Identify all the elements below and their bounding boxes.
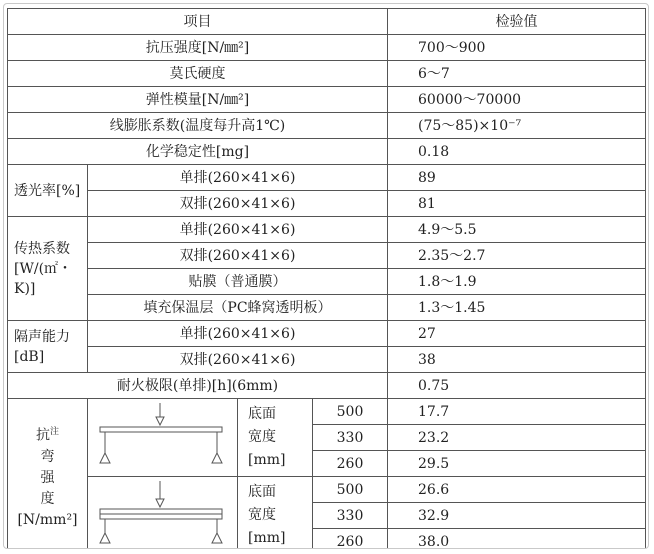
row-sublabel: 双排(260×41×6) <box>88 191 388 217</box>
table-row <box>8 477 646 503</box>
row-sublabel: 填充保温层（PC蜂窝透明板） <box>88 295 388 321</box>
table-row <box>8 35 646 61</box>
row-sublabel: 贴膜（普通膜） <box>88 269 388 295</box>
table-row <box>8 87 646 113</box>
row-label: 化学稳定性[mg] <box>8 139 388 165</box>
bending-value: 23.2 <box>388 425 646 451</box>
row-value: 1.3～1.45 <box>388 295 646 321</box>
row-sublabel: 单排(260×41×6) <box>88 165 388 191</box>
sound-label: 隔声能力[dB] <box>8 321 88 373</box>
fire-value: 0.75 <box>388 373 646 399</box>
transmittance-label: 透光率[%] <box>8 165 88 217</box>
row-label: 弹性模量[N/㎜²] <box>8 87 388 113</box>
heat-label-line2: [W/(㎡・K)] <box>14 260 73 297</box>
bending-value: 38.0 <box>388 529 646 550</box>
row-value: 81 <box>388 191 646 217</box>
table-row <box>8 399 646 425</box>
table-row <box>8 295 646 321</box>
header-item: 项目 <box>8 9 388 35</box>
row-value: (75～85)×10⁻⁷ <box>388 113 646 139</box>
table-header-row <box>8 9 646 35</box>
row-value: 700～900 <box>388 35 646 61</box>
width-label-single: 底面 宽度 [mm] <box>238 399 313 477</box>
row-label: 线膨胀系数(温度每升高1℃) <box>8 113 388 139</box>
heat-label-line1: 传热系数 <box>14 240 70 257</box>
table-row <box>8 347 646 373</box>
table-row <box>8 165 646 191</box>
properties-table <box>7 8 646 549</box>
row-value: 6～7 <box>388 61 646 87</box>
row-value: 1.8～1.9 <box>388 269 646 295</box>
row-value: 60000～70000 <box>388 87 646 113</box>
bending-width: 500 <box>313 477 388 503</box>
row-sublabel: 双排(260×41×6) <box>88 347 388 373</box>
bending-width: 330 <box>313 425 388 451</box>
row-sublabel: 双排(260×41×6) <box>88 243 388 269</box>
bending-width: 260 <box>313 529 388 550</box>
double-beam-diagram <box>88 477 238 550</box>
row-value: 2.35～2.7 <box>388 243 646 269</box>
single-beam-diagram <box>88 399 238 477</box>
row-sublabel: 单排(260×41×6) <box>88 217 388 243</box>
header-value: 检验值 <box>388 9 646 35</box>
table-row <box>8 191 646 217</box>
bending-width: 330 <box>313 503 388 529</box>
bending-width: 500 <box>313 399 388 425</box>
bending-width: 260 <box>313 451 388 477</box>
table-row <box>8 269 646 295</box>
row-value: 89 <box>388 165 646 191</box>
row-sublabel: 单排(260×41×6) <box>88 321 388 347</box>
width-label-double: 底面 宽度 [mm] <box>238 477 313 550</box>
bending-value: 29.5 <box>388 451 646 477</box>
table-row <box>8 321 646 347</box>
bending-label: 抗$^注$ 弯 强 度 [N/mm²] <box>8 399 88 550</box>
bending-value: 17.7 <box>388 399 646 425</box>
table-row <box>8 243 646 269</box>
table-row <box>8 61 646 87</box>
row-label: 抗压强度[N/㎜²] <box>8 35 388 61</box>
table-row <box>8 113 646 139</box>
bending-value: 26.6 <box>388 477 646 503</box>
table-row <box>8 139 646 165</box>
row-value: 38 <box>388 347 646 373</box>
heat-label <box>8 217 88 321</box>
bending-unit: [N/mm²] <box>17 511 78 528</box>
fire-label: 耐火极限(单排)[h](6mm) <box>8 373 388 399</box>
table-row <box>8 373 646 399</box>
table-row <box>8 217 646 243</box>
table-frame <box>3 3 649 549</box>
bending-value: 32.9 <box>388 503 646 529</box>
row-label: 莫氏硬度 <box>8 61 388 87</box>
row-value: 0.18 <box>388 139 646 165</box>
row-value: 4.9～5.5 <box>388 217 646 243</box>
row-value: 27 <box>388 321 646 347</box>
